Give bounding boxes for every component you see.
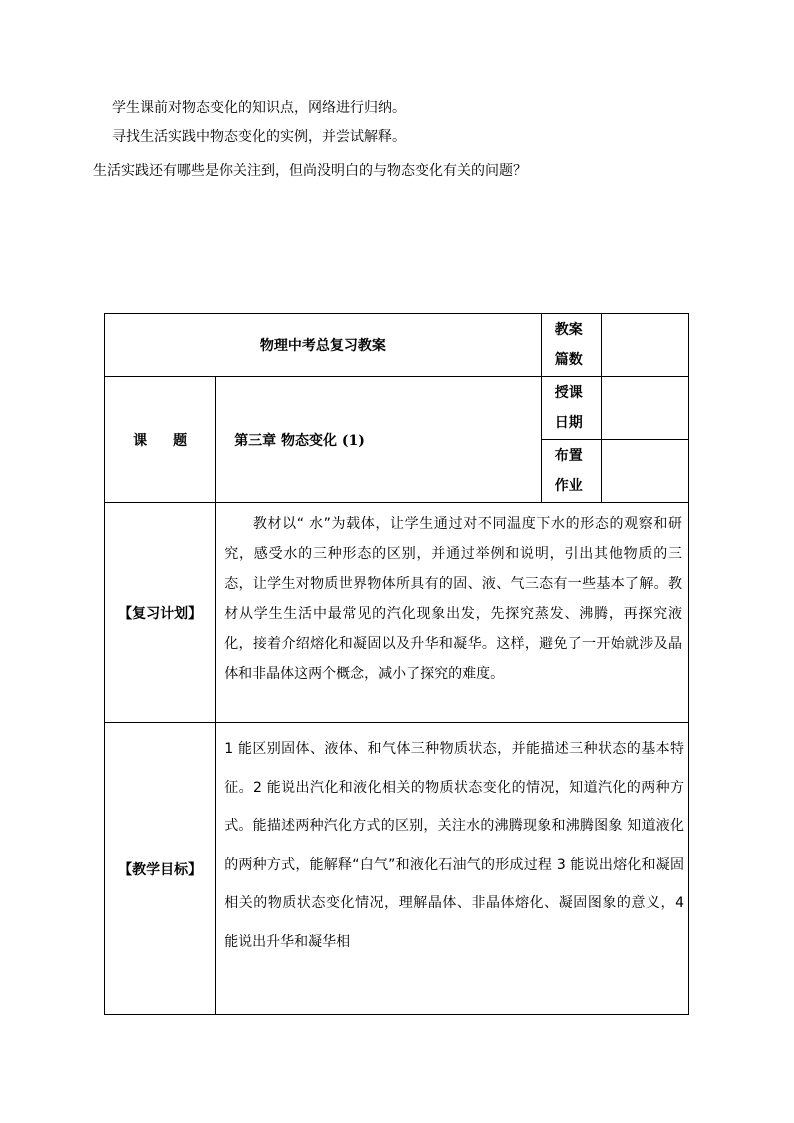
teaching-date-label <box>541 377 601 440</box>
intro-line-2: 寻找生活实践中物态变化的实例，并尝试解释。 <box>112 129 406 145</box>
topic-label-char-2: 题 <box>173 432 188 449</box>
homework-value[interactable] <box>601 440 688 503</box>
lesson-count-label-line2: 篇数 <box>554 352 583 368</box>
review-plan-label: 【复习计划】 <box>105 503 216 723</box>
table-title: 物理中考总复习教案 <box>105 314 542 377</box>
homework-label <box>541 440 601 503</box>
intro-line-3: 生活实践还有哪些是你关注到，但尚没明白的与物态变化有关的问题？ <box>93 163 527 179</box>
topic-label <box>105 377 216 503</box>
teaching-goal-label: 【教学目标】 <box>105 723 216 1015</box>
topic-label-char-1: 课 <box>133 432 148 449</box>
homework-label-line1: 布置 <box>554 448 583 464</box>
lesson-count-label <box>541 314 601 377</box>
review-plan-text <box>216 503 689 723</box>
lesson-count-value[interactable] <box>601 314 688 377</box>
lesson-plan-table <box>104 313 689 1015</box>
teaching-goal-text: 1 能区别固体、液体、和气体三种物质状态，并能描述三种状态的基本特征。2 能说出汽化和液化相关的物质状态变化的情况，知道汽化的两种方式。能描述两种汽化方式的区别，关注水的沸腾现象和沸腾图象 知道液化的两种方式，能解释“白气”和液化石油气的形成过程 3 能说出熔化和凝固相关的物质状态变化情况，理解晶体、非晶体熔化、凝固图象的意义，4 能说出升华和凝华相 <box>216 723 689 1015</box>
intro-line-1: 学生课前对物态变化的知识点，网络进行归纳。 <box>112 100 406 116</box>
chapter-title: 第三章 物态变化 (1) <box>216 377 542 503</box>
lesson-count-label-line1: 教案 <box>554 322 583 338</box>
review-plan-body: 教材以“ 水”为载体，让学生通过对不同温度下水的形态的观察和研究，感受水的三种形态的区别，并通过举例和说明，引出其他物质的三态，让学生对物质世界物体所具有的固、液、气三态有一些基本了解。教材从学生生活中最常见的汽化现象出发，先探究蒸发、沸腾，再探究液化，接着介绍熔化和凝固以及升华和凝华。这样，避免了一开始就涉及晶体和非晶体这两个概念，减小了探究的难度。 <box>224 516 682 682</box>
teaching-date-value[interactable] <box>601 377 688 440</box>
homework-label-line2: 作业 <box>554 478 583 494</box>
teaching-date-label-line1: 授课 <box>554 385 583 401</box>
teaching-date-label-line2: 日期 <box>554 415 583 431</box>
